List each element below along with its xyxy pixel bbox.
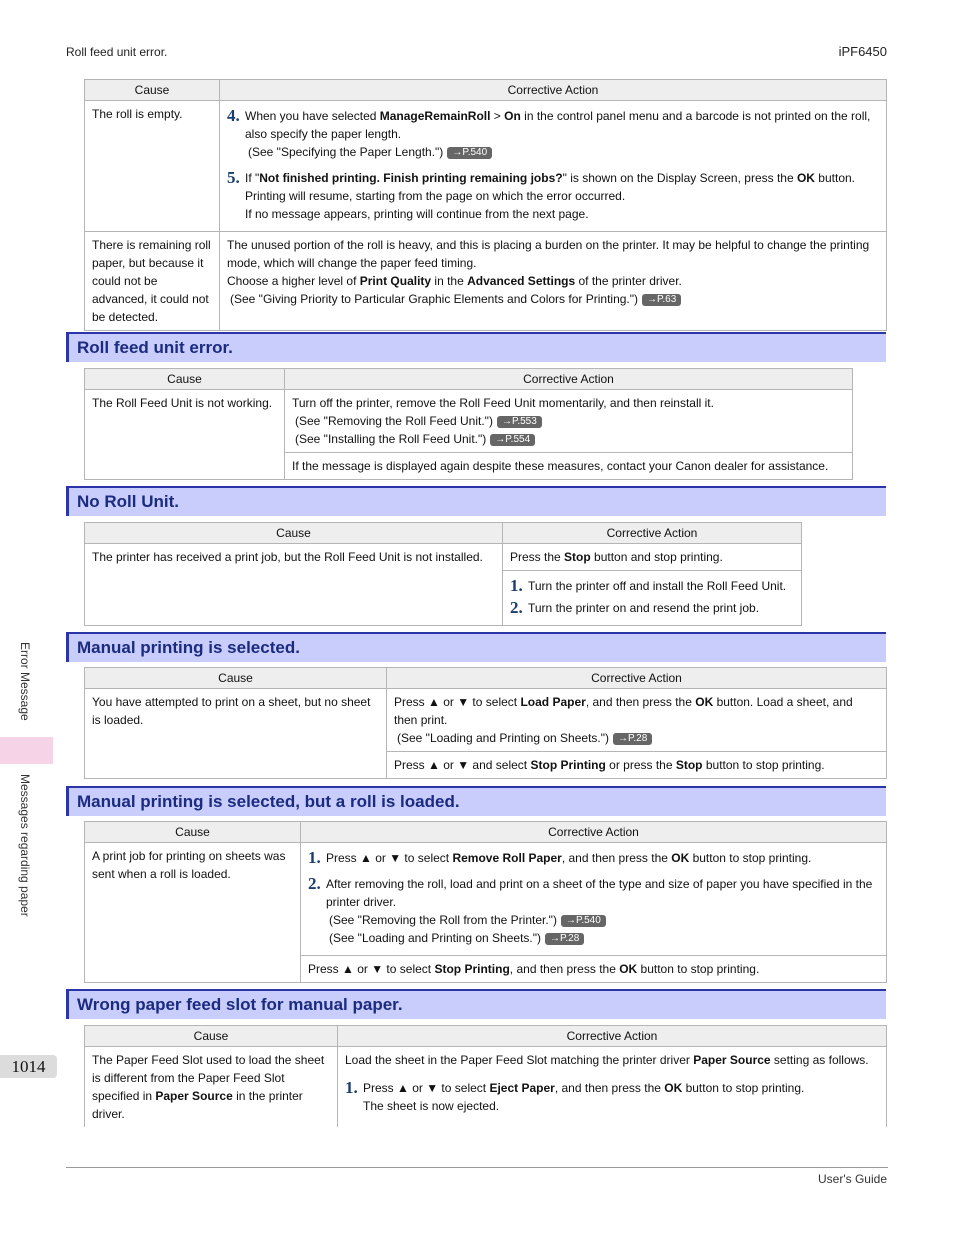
page-number: 1014	[0, 1055, 57, 1078]
table-row	[85, 1047, 887, 1128]
step-number: 1.	[510, 576, 523, 595]
section-title: Manual printing is selected.	[77, 638, 300, 657]
page-link-badge[interactable]: →P.28	[613, 733, 652, 745]
sidebar-chapter: Error Message	[18, 642, 32, 721]
page-link-badge[interactable]: →P.540	[447, 147, 492, 159]
page-link-badge[interactable]: →P.28	[545, 933, 584, 945]
cause-cell: You have attempted to print on a sheet, but no sheet is loaded.	[85, 689, 387, 779]
action-cell	[503, 571, 802, 626]
cause-header: Cause	[85, 668, 387, 689]
table-no-roll-unit	[84, 522, 802, 626]
cause-cell: The Paper Feed Slot used to load the sheet is different from the Paper Feed Slot specified in Paper Source in the printer driver.	[85, 1047, 338, 1128]
step	[510, 599, 794, 617]
action-cell: Turn off the printer, remove the Roll Feed Unit momentarily, and then reinstall it. (See "Removing the Roll Feed Unit.") →P.553 (See "Installing the Roll Feed Unit.") →P.554	[285, 390, 853, 453]
header-section-title: Roll feed unit error.	[66, 45, 168, 59]
table-row	[85, 843, 887, 956]
table-row	[85, 232, 887, 331]
cause-cell: The roll is empty.	[85, 101, 220, 232]
action-header: Corrective Action	[220, 80, 887, 101]
cause-cell: The printer has received a print job, but the Roll Feed Unit is not installed.	[85, 544, 503, 626]
step-text: Press ▲ or ▼ to select Eject Paper, and then press the OK button to stop printing. The sheet is now ejected.	[363, 1081, 805, 1113]
see-reference: (See "Installing the Roll Feed Unit.") →P.554	[292, 430, 845, 448]
action-cell: The unused portion of the roll is heavy, and this is placing a burden on the printer. It may be helpful to change the printing mode, which will change the paper feed timing. Choose a higher level of Print Quality in the Advanced Settings of the printer driver. (See "Giving Priority to Particular Graphic Elements and Colors for Printing.") →P.63	[220, 232, 887, 331]
action-cell: Press the Stop button and stop printing.	[503, 544, 802, 571]
table-row	[85, 390, 853, 453]
action-header: Corrective Action	[285, 369, 853, 390]
step-number: 5.	[227, 168, 240, 187]
sidebar-subchapter: Messages regarding paper	[18, 774, 32, 917]
header-model: iPF6450	[838, 44, 887, 59]
section-heading-manual-printing-selected	[66, 632, 886, 662]
table-header-row	[85, 369, 853, 390]
table-header-row	[85, 1026, 887, 1047]
step-text: When you have selected ManageRemainRoll > On in the control panel menu and a barcode is not printed on the roll, also specify the paper length. (See "Specifying the Paper Length.") →P.540	[245, 107, 879, 161]
action-header: Corrective Action	[301, 822, 887, 843]
step	[345, 1079, 879, 1115]
see-reference: (See "Removing the Roll Feed Unit.") →P.553	[292, 412, 845, 430]
page-link-badge[interactable]: →P.63	[642, 294, 681, 306]
step-number: 2.	[308, 874, 321, 893]
page-link-badge[interactable]: →P.553	[497, 416, 542, 428]
sidebar-marker	[0, 737, 53, 764]
footer-guide-name: User's Guide	[818, 1172, 887, 1186]
step-number: 4.	[227, 106, 240, 125]
step-text: Turn the printer off and install the Roll Feed Unit.	[528, 579, 787, 593]
section-heading-wrong-paper-feed-slot	[66, 989, 886, 1019]
table-row	[85, 101, 887, 232]
footer-divider	[66, 1167, 888, 1168]
table-manual-printing-selected	[84, 667, 887, 779]
table-wrong-paper-feed-slot	[84, 1025, 887, 1127]
step-text: Press ▲ or ▼ to select Remove Roll Paper, and then press the OK button to stop printing.	[326, 851, 812, 865]
see-reference: (See "Removing the Roll from the Printer.") →P.540	[326, 911, 879, 929]
see-reference: (See "Loading and Printing on Sheets.") →P.28	[394, 729, 879, 747]
see-reference: (See "Giving Priority to Particular Graphic Elements and Colors for Printing.") →P.63	[227, 290, 879, 308]
step-text: If "Not finished printing. Finish printing remaining jobs?" is shown on the Display Screen, press the OK button. Printing will resume, starting from the page on which the error occurred. If no message appears, printing will continue from the next page.	[245, 171, 855, 221]
see-reference: (See "Loading and Printing on Sheets.") →P.28	[326, 929, 879, 947]
action-cell	[301, 843, 887, 956]
action-cell	[220, 101, 887, 232]
cause-cell: The Roll Feed Unit is not working.	[85, 390, 285, 480]
page-link-badge[interactable]: →P.554	[490, 434, 535, 446]
section-heading-no-roll-unit	[66, 486, 886, 516]
action-header: Corrective Action	[503, 523, 802, 544]
step-number: 2.	[510, 598, 523, 617]
section-heading-manual-printing-roll-loaded	[66, 786, 886, 816]
table-roll-empty	[84, 79, 887, 331]
table-header-row	[85, 822, 887, 843]
table-header-row	[85, 523, 802, 544]
step	[227, 107, 879, 161]
step-text: After removing the roll, load and print on a sheet of the type and size of paper you have specified in the printer driver. (See "Removing the Roll from the Printer.") →P.540 (See "Loading and Printing on Sheets.") →P.28	[326, 875, 879, 947]
section-heading-roll-feed-unit-error	[66, 332, 886, 362]
table-manual-printing-roll-loaded	[84, 821, 887, 983]
action-cell: If the message is displayed again despite these measures, contact your Canon dealer for assistance.	[285, 453, 853, 480]
table-header-row	[85, 80, 887, 101]
action-cell: Press ▲ or ▼ and select Stop Printing or press the Stop button to stop printing.	[387, 752, 887, 779]
cause-header: Cause	[85, 1026, 338, 1047]
section-title: No Roll Unit.	[77, 492, 179, 511]
cause-cell: A print job for printing on sheets was sent when a roll is loaded.	[85, 843, 301, 983]
section-title: Roll feed unit error.	[77, 338, 233, 357]
section-title: Manual printing is selected, but a roll is loaded.	[77, 792, 460, 811]
see-reference: (See "Specifying the Paper Length.") →P.540	[245, 143, 879, 161]
cause-header: Cause	[85, 523, 503, 544]
table-row	[85, 544, 802, 571]
step-number: 1.	[345, 1078, 358, 1097]
cause-header: Cause	[85, 80, 220, 101]
step	[227, 169, 879, 223]
step	[510, 577, 794, 595]
page-link-badge[interactable]: →P.540	[561, 915, 606, 927]
table-roll-feed-unit-error	[84, 368, 853, 480]
cause-header: Cause	[85, 822, 301, 843]
action-header: Corrective Action	[387, 668, 887, 689]
step-text: Turn the printer on and resend the print job.	[528, 601, 760, 615]
step	[308, 849, 879, 867]
section-title: Wrong paper feed slot for manual paper.	[77, 995, 403, 1014]
table-row	[85, 689, 887, 752]
action-header: Corrective Action	[338, 1026, 887, 1047]
action-cell: Press ▲ or ▼ to select Load Paper, and then press the OK button. Load a sheet, and then print. (See "Loading and Printing on Sheets.") →P.28	[387, 689, 887, 752]
action-cell: Load the sheet in the Paper Feed Slot matching the printer driver Paper Source setting as follows. 1. Press ▲ or ▼ to select Eject Paper, and then press the OK button to stop printing. The sheet is now ejected.	[338, 1047, 887, 1128]
cause-cell: There is remaining roll paper, but because it could not be advanced, it could not be detected.	[85, 232, 220, 331]
cause-header: Cause	[85, 369, 285, 390]
action-cell: Press ▲ or ▼ to select Stop Printing, and then press the OK button to stop printing.	[301, 956, 887, 983]
table-header-row	[85, 668, 887, 689]
step	[308, 875, 879, 947]
step-number: 1.	[308, 848, 321, 867]
